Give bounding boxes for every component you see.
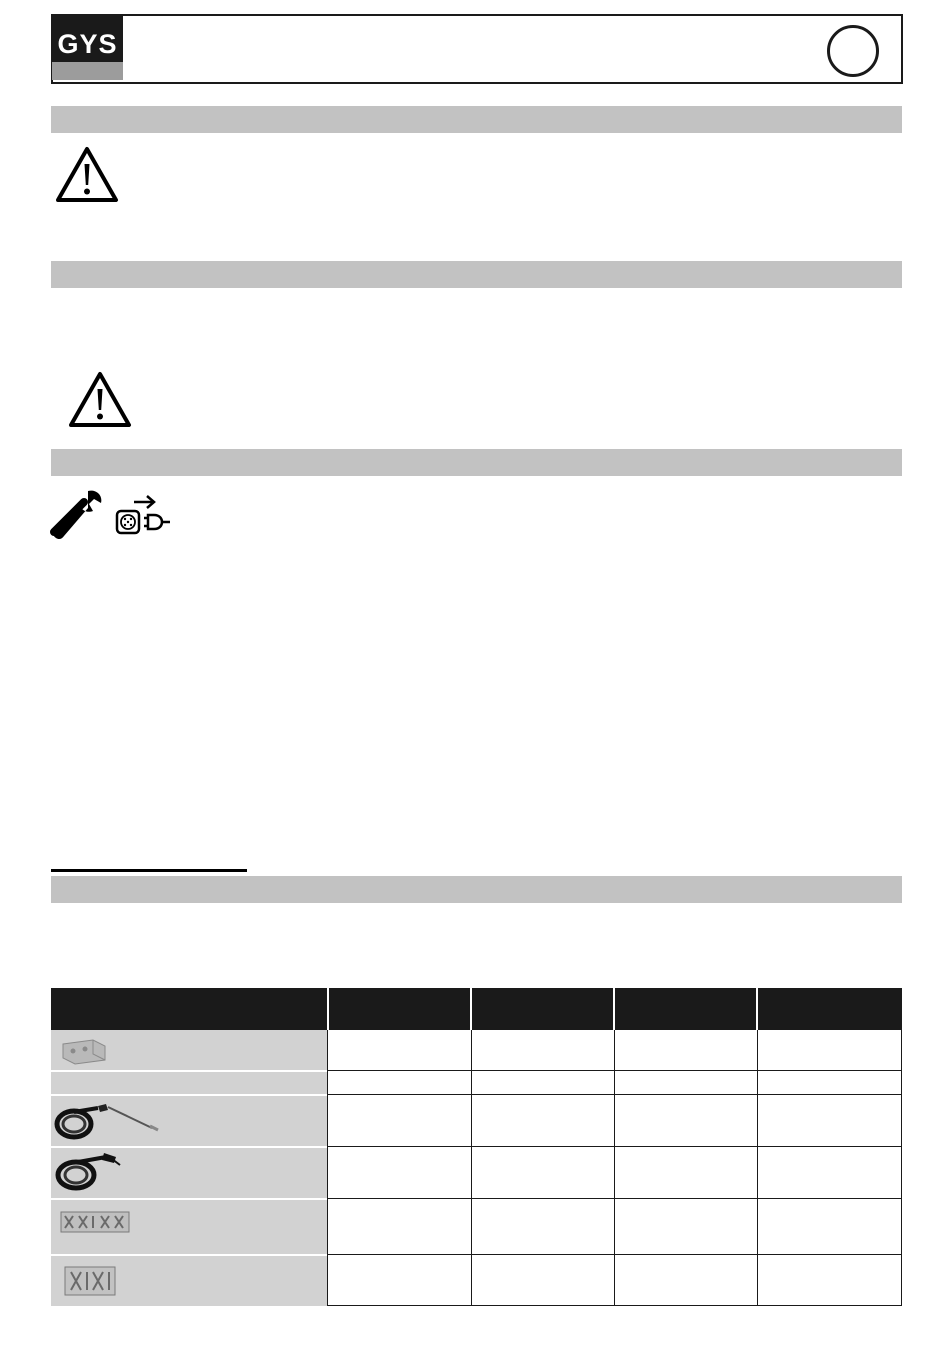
row-divider (51, 1094, 327, 1096)
language-badge (827, 25, 879, 77)
table-header-row (51, 988, 902, 1030)
section-bar-4 (51, 876, 902, 903)
section-underline (51, 869, 247, 872)
ground-clamp-cable-image (54, 1151, 124, 1193)
row-divider (51, 1070, 327, 1072)
bracket-plate-image (59, 1036, 109, 1066)
table-header-divider (613, 988, 615, 1030)
row-divider (51, 1254, 327, 1256)
gys-logo (52, 15, 123, 80)
consumables-kit-image (59, 1208, 131, 1236)
table-header-divider (327, 988, 329, 1030)
wrench-icon (48, 488, 104, 544)
warning-triangle-icon (68, 370, 132, 428)
section-bar-2 (51, 261, 902, 288)
table-header-divider (756, 988, 758, 1030)
socket-to-plug-icon (112, 494, 174, 536)
accessories-table (51, 988, 902, 1306)
table-header-divider (470, 988, 472, 1030)
row-divider (51, 1146, 327, 1148)
document-header (51, 14, 903, 84)
row-divider (51, 1198, 327, 1200)
logo-band (52, 62, 123, 80)
section-bar-3 (51, 449, 902, 476)
section-bar-1 (51, 106, 902, 133)
warning-triangle-icon (55, 145, 119, 203)
brand-name: GYS (57, 29, 118, 59)
welding-torch-cable-image (54, 1100, 164, 1142)
parts-kit-image (63, 1264, 117, 1298)
